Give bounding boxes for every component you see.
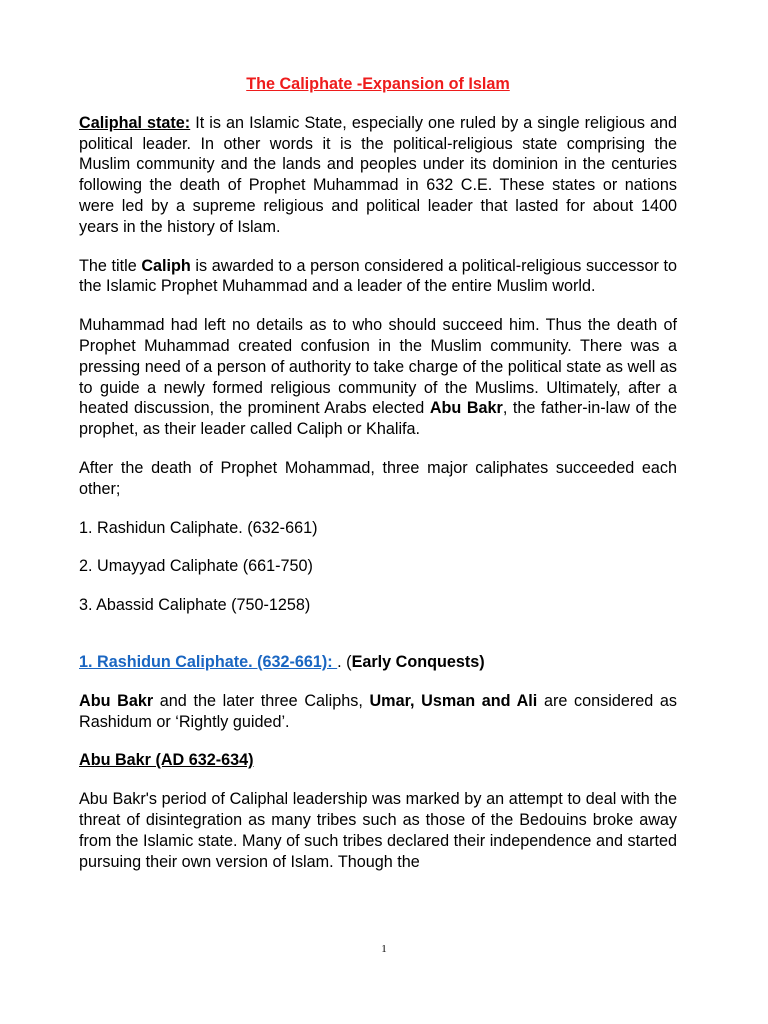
list-item: 1. Rashidun Caliphate. (632-661) (79, 518, 318, 537)
text-span: is awarded to a person considered a political-religious successor to the Islamic Prophet Muhammad and a leader of the entire Muslim world. (79, 256, 677, 296)
abu-bakr-heading: Abu Bakr (AD 632-634) (79, 751, 254, 770)
text-span: are considered as Rashidum or ‘Rightly guided’. (79, 691, 677, 731)
text-span: , the father-in-law of the prophet, as their leader called Caliph or Khalifa. (79, 399, 677, 439)
list-item: 3. Abassid Caliphate (750-1258) (79, 596, 311, 615)
paragraph-abu-bakr-period: Abu Bakr's period of Caliphal leadership was marked by an attempt to deal with the threat of disintegration as many tribes such as those of the Bedouins broke away from the Islamic state. Many of such tribes declared their independence and started pursuing their own version of Islam. Though the (79, 790, 677, 871)
text-span: and the later three Caliphs, (153, 691, 370, 710)
caliphal-state-text: It is an Islamic State, especially one ruled by a single religious and political leader. In other words it is the political-religious state comprising the Muslim community and the lands and peoples under its dominion in the centuries following the death of Prophet Muhammad in 632 C.E. These states or nations were led by a supreme religious and political leader that lasted for about 1400 years in the history of Islam. (79, 113, 677, 236)
caliphal-state-label: Caliphal state: (79, 113, 191, 132)
caliphs-names: Umar, Usman and Ali (369, 691, 538, 710)
list-item: 2. Umayyad Caliphate (661-750) (79, 557, 313, 576)
rashidun-caliphate-link[interactable]: 1. Rashidun Caliphate. (632-661): (79, 652, 338, 671)
paragraph-three-caliphates: After the death of Prophet Mohammad, three major caliphates succeeded each other; (79, 458, 677, 498)
text-span: Muhammad had left no details as to who should succeed him. Thus the death of Prophet Muhammad created confusion in the Muslim community. There was a pressing need of a person of authority to take charge of the political state as well as to guide a newly formed religious community of the Muslims. Ultimately, after a heated discussion, the prominent Arabs elected (79, 316, 677, 418)
text-span: . ( (337, 652, 352, 671)
abu-bakr-term: Abu Bakr (79, 691, 154, 710)
spacer (79, 634, 677, 652)
early-conquests-label: Early Conquests) (351, 652, 485, 671)
abu-bakr-term: Abu Bakr (429, 399, 503, 418)
page-number: 1 (381, 943, 387, 955)
section-heading-rashidun (79, 652, 677, 673)
text-span: The title (79, 256, 142, 275)
document-body (79, 74, 677, 890)
paragraph-rightly-guided (79, 691, 677, 733)
subheading-abu-bakr (79, 750, 677, 771)
document-title: The Caliphate -Expansion of Islam (246, 75, 510, 93)
caliph-term: Caliph (141, 256, 191, 275)
paragraph-succession (79, 315, 677, 440)
paragraph-caliph-title (79, 256, 677, 298)
paragraph-caliphal-state (79, 113, 677, 238)
